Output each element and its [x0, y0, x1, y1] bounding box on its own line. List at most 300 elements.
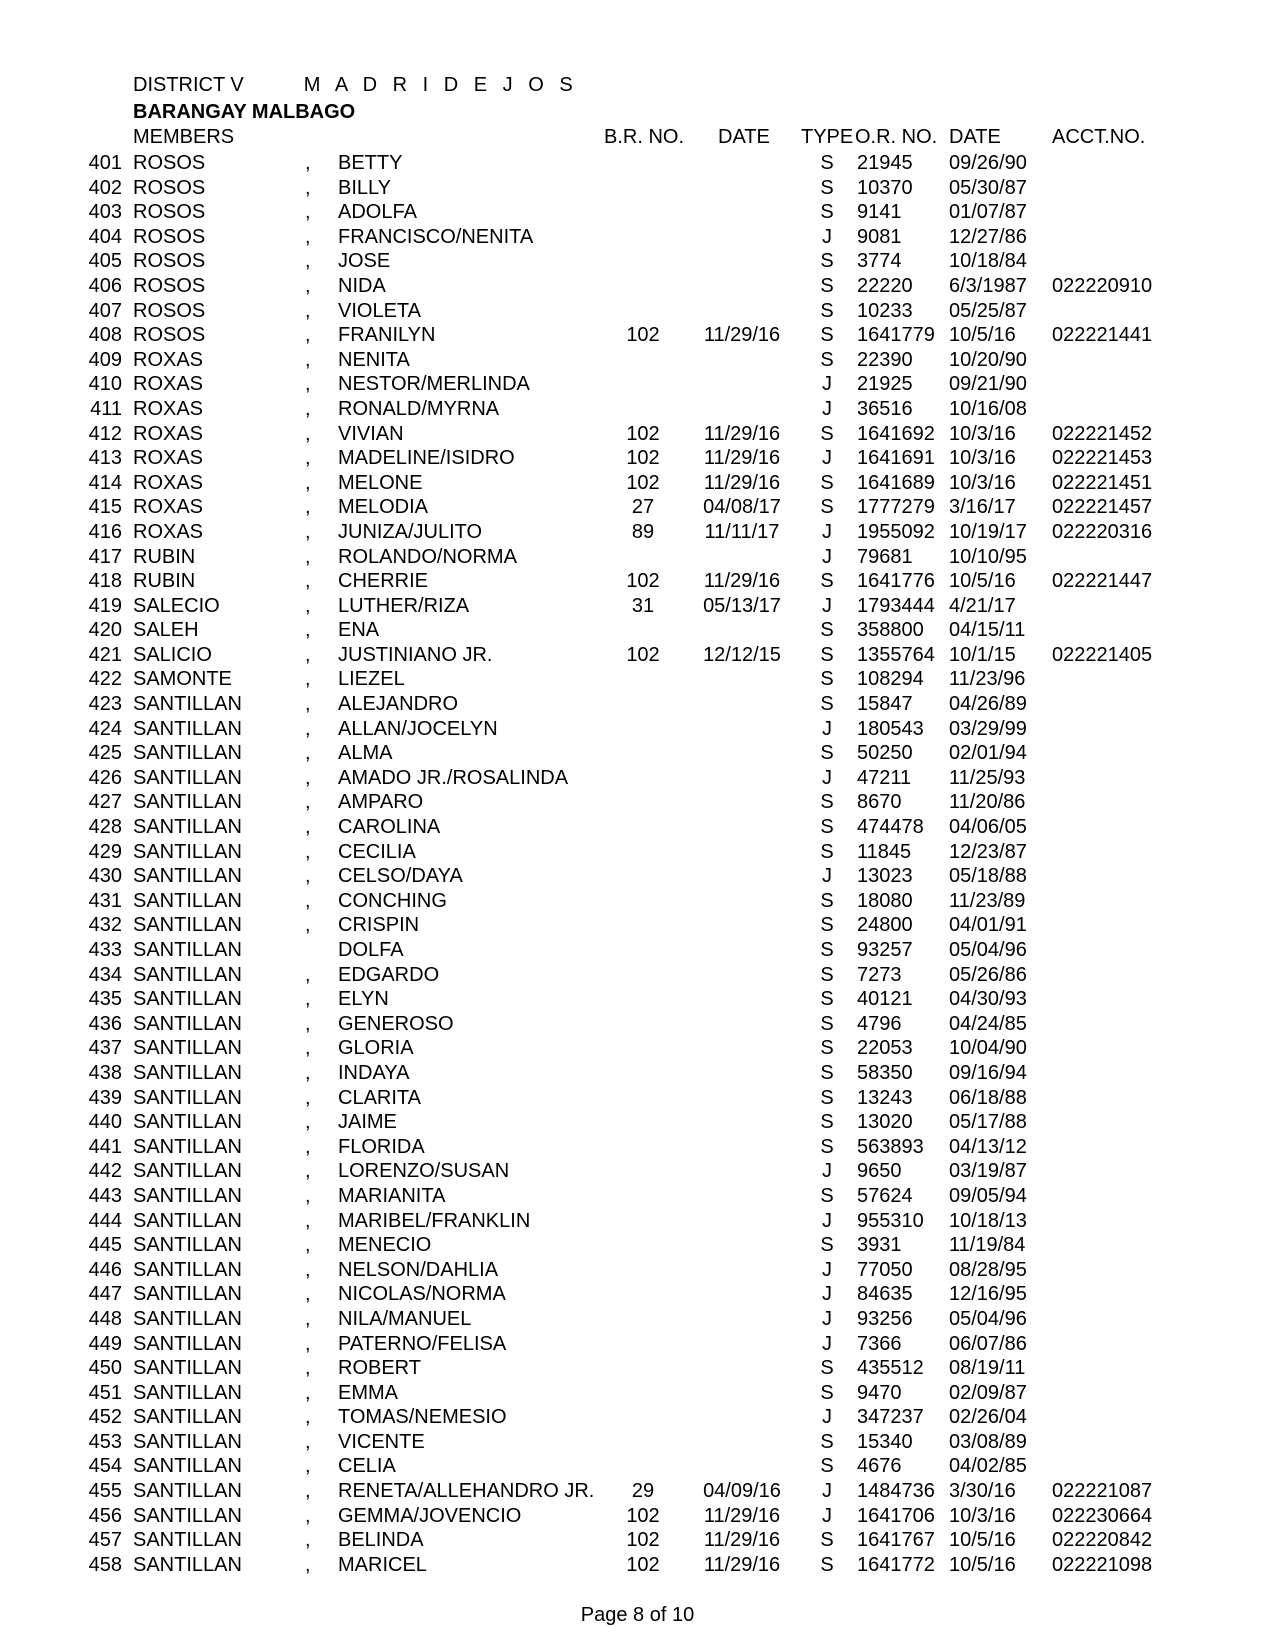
- or-date: 09/05/94: [949, 1184, 1027, 1207]
- member-first-name: ALEJANDRO: [338, 693, 459, 716]
- membership-type: S: [820, 939, 834, 961]
- or-date: 3/16/17: [949, 496, 1016, 519]
- or-date: 3/30/16: [949, 1480, 1016, 1503]
- or-number: 347237: [857, 1406, 924, 1429]
- member-first-name: MARIBEL/FRANKLIN: [338, 1209, 531, 1232]
- or-date: 02/09/87: [949, 1381, 1027, 1404]
- br-number: 27: [631, 496, 655, 519]
- member-number: 422: [88, 668, 122, 691]
- or-date: 04/24/85: [949, 1012, 1027, 1035]
- membership-type: S: [820, 988, 834, 1011]
- member-last-name: SANTILLAN: [133, 939, 242, 961]
- or-date: 10/10/95: [949, 545, 1027, 568]
- or-number: 1641692: [857, 422, 935, 445]
- name-separator: ,: [305, 914, 311, 937]
- table-row: [0, 372, 1275, 397]
- member-first-name: LIEZEL: [338, 668, 405, 691]
- name-separator: ,: [305, 668, 311, 691]
- name-separator: ,: [305, 520, 311, 543]
- membership-type: J: [822, 766, 832, 789]
- or-number: 77050: [857, 1258, 913, 1281]
- name-separator: ,: [305, 471, 311, 494]
- name-separator: ,: [305, 1455, 311, 1478]
- name-separator: ,: [305, 1430, 311, 1453]
- or-date: 12/16/95: [949, 1283, 1027, 1306]
- or-date: 10/3/16: [949, 447, 1016, 470]
- district-label: DISTRICT V: [133, 74, 244, 96]
- membership-type: J: [822, 1332, 832, 1355]
- col-members: MEMBERS: [133, 126, 235, 148]
- member-number: 427: [88, 791, 122, 814]
- member-number: 437: [88, 1037, 122, 1060]
- table-row: [0, 1012, 1275, 1037]
- member-first-name: ADOLFA: [338, 201, 417, 224]
- or-date: 10/04/90: [949, 1037, 1027, 1060]
- or-date: 06/07/86: [949, 1332, 1027, 1355]
- table-row: [0, 963, 1275, 988]
- member-number: 419: [88, 594, 122, 617]
- or-number: 1955092: [857, 520, 935, 543]
- name-separator: ,: [305, 816, 311, 839]
- member-number: 430: [88, 865, 122, 888]
- membership-type: S: [820, 1455, 834, 1478]
- column-header-row: [0, 126, 1275, 152]
- membership-type: S: [820, 816, 834, 839]
- table-row: [0, 1405, 1275, 1430]
- member-first-name: EDGARDO: [338, 963, 440, 986]
- member-first-name: ALLAN/JOCELYN: [338, 717, 498, 740]
- or-date: 10/5/16: [949, 1553, 1016, 1576]
- member-last-name: SALEH: [133, 619, 199, 642]
- col-type: TYPE: [801, 126, 854, 148]
- table-row: [0, 717, 1275, 742]
- br-date: 11/29/16: [703, 447, 781, 470]
- br-number: 102: [626, 447, 660, 470]
- or-date: 05/04/96: [949, 939, 1027, 961]
- member-last-name: SANTILLAN: [133, 1332, 242, 1355]
- table-row: [0, 471, 1275, 496]
- table-row: [0, 1528, 1275, 1553]
- table-row: [0, 225, 1275, 250]
- member-number: 412: [88, 422, 122, 445]
- member-number: 428: [88, 816, 122, 839]
- name-separator: ,: [305, 1357, 311, 1380]
- br-number: 89: [631, 520, 655, 543]
- member-last-name: SANTILLAN: [133, 1086, 242, 1109]
- table-row: [0, 422, 1275, 447]
- member-number: 410: [88, 373, 122, 396]
- or-number: 22220: [857, 274, 913, 297]
- member-last-name: SALECIO: [133, 594, 220, 617]
- or-date: 11/20/86: [949, 791, 1026, 814]
- col-or-date: DATE: [949, 126, 1001, 148]
- or-number: 15847: [857, 693, 913, 716]
- or-date: 12/23/87: [949, 840, 1027, 863]
- table-row: [0, 299, 1275, 324]
- or-number: 955310: [857, 1209, 924, 1232]
- membership-type: S: [820, 914, 834, 937]
- membership-type: J: [822, 1258, 832, 1281]
- membership-type: S: [820, 619, 834, 642]
- br-date: 12/12/15: [703, 643, 781, 666]
- member-last-name: SANTILLAN: [133, 1455, 242, 1478]
- membership-type: S: [820, 496, 834, 519]
- name-separator: ,: [305, 1209, 311, 1232]
- or-date: 10/3/16: [949, 471, 1016, 494]
- table-row: [0, 176, 1275, 201]
- membership-type: S: [820, 274, 834, 297]
- member-last-name: SANTILLAN: [133, 1480, 242, 1503]
- member-number: 423: [88, 693, 122, 716]
- table-row: [0, 1504, 1275, 1529]
- name-separator: ,: [305, 1504, 311, 1527]
- or-date: 08/28/95: [949, 1258, 1027, 1281]
- table-row: [0, 1061, 1275, 1086]
- member-last-name: ROSOS: [133, 201, 206, 224]
- member-first-name: RONALD/MYRNA: [338, 397, 500, 420]
- or-number: 3774: [857, 250, 902, 273]
- table-row: [0, 1479, 1275, 1504]
- br-date: 11/29/16: [703, 471, 781, 494]
- member-last-name: SANTILLAN: [133, 914, 242, 937]
- member-first-name: CRISPIN: [338, 914, 420, 937]
- br-date: 04/08/17: [703, 496, 781, 519]
- member-first-name: JUSTINIANO JR.: [338, 643, 493, 666]
- table-row: [0, 1356, 1275, 1381]
- account-number: 022221451: [1052, 471, 1153, 494]
- member-number: 431: [88, 889, 122, 912]
- member-last-name: SANTILLAN: [133, 1209, 242, 1232]
- table-row: [0, 1282, 1275, 1307]
- or-date: 11/25/93: [949, 766, 1026, 789]
- member-number: 409: [88, 348, 122, 371]
- or-number: 7273: [857, 963, 902, 986]
- or-date: 10/3/16: [949, 422, 1016, 445]
- membership-type: S: [820, 1234, 834, 1257]
- or-number: 8670: [857, 791, 902, 814]
- membership-type: S: [820, 299, 834, 322]
- member-first-name: NELSON/DAHLIA: [338, 1258, 499, 1281]
- membership-type: S: [820, 1553, 834, 1576]
- member-first-name: FRANILYN: [338, 324, 436, 347]
- name-separator: ,: [305, 693, 311, 716]
- or-number: 563893: [857, 1135, 924, 1158]
- account-number: 022220910: [1052, 274, 1153, 297]
- member-first-name: MELODIA: [338, 496, 429, 519]
- membership-type: S: [820, 668, 834, 691]
- member-last-name: SANTILLAN: [133, 1283, 242, 1306]
- or-number: 22053: [857, 1037, 913, 1060]
- or-number: 1793444: [857, 594, 935, 617]
- member-first-name: TOMAS/NEMESIO: [338, 1406, 507, 1429]
- or-date: 03/29/99: [949, 717, 1027, 740]
- table-row: [0, 987, 1275, 1012]
- or-date: 02/26/04: [949, 1406, 1027, 1429]
- membership-type: J: [822, 1283, 832, 1306]
- membership-type: S: [820, 324, 834, 347]
- member-last-name: ROSOS: [133, 225, 206, 248]
- member-number: 454: [88, 1455, 122, 1478]
- member-first-name: CECILIA: [338, 840, 416, 863]
- member-last-name: SANTILLAN: [133, 889, 242, 912]
- membership-type: S: [820, 1061, 834, 1084]
- member-list: [0, 151, 1275, 1577]
- member-number: 421: [88, 643, 122, 666]
- or-date: 10/5/16: [949, 1529, 1016, 1552]
- or-number: 1641767: [857, 1529, 935, 1552]
- or-number: 40121: [857, 988, 913, 1011]
- or-number: 4796: [857, 1012, 902, 1035]
- municipality-name: M A D R I D E J O S: [303, 74, 578, 96]
- member-last-name: ROSOS: [133, 274, 206, 297]
- member-last-name: SANTILLAN: [133, 1430, 242, 1453]
- name-separator: ,: [305, 1332, 311, 1355]
- col-br-no: B.R. NO.: [604, 126, 685, 148]
- name-separator: ,: [305, 1037, 311, 1060]
- or-date: 03/19/87: [949, 1160, 1027, 1183]
- member-number: 434: [88, 963, 122, 986]
- table-row: [0, 1430, 1275, 1455]
- name-separator: ,: [305, 1012, 311, 1035]
- member-first-name: AMPARO: [338, 791, 424, 814]
- name-separator: ,: [305, 791, 311, 814]
- table-row: [0, 1159, 1275, 1184]
- table-row: [0, 323, 1275, 348]
- member-number: 436: [88, 1012, 122, 1035]
- or-date: 10/20/90: [949, 348, 1027, 371]
- membership-type: S: [820, 1430, 834, 1453]
- member-first-name: EMMA: [338, 1381, 398, 1404]
- page-number: Page 8 of 10: [580, 1604, 695, 1626]
- member-last-name: SANTILLAN: [133, 1504, 242, 1527]
- membership-type: S: [820, 1086, 834, 1109]
- member-number: 406: [88, 274, 122, 297]
- or-date: 09/21/90: [949, 373, 1027, 396]
- name-separator: ,: [305, 373, 311, 396]
- name-separator: ,: [305, 1184, 311, 1207]
- member-first-name: NILA/MANUEL: [338, 1307, 472, 1330]
- member-last-name: SANTILLAN: [133, 1307, 242, 1330]
- table-row: [0, 938, 1275, 963]
- account-number: 022230664: [1052, 1504, 1153, 1527]
- br-date: 11/29/16: [703, 570, 781, 593]
- or-number: 79681: [857, 545, 913, 568]
- membership-type: S: [820, 348, 834, 371]
- br-date: 11/29/16: [703, 422, 781, 445]
- member-last-name: SANTILLAN: [133, 1258, 242, 1281]
- name-separator: ,: [305, 299, 311, 322]
- member-last-name: ROSOS: [133, 324, 206, 347]
- or-number: 7366: [857, 1332, 902, 1355]
- name-separator: ,: [305, 324, 311, 347]
- br-date: 11/29/16: [703, 324, 781, 347]
- or-date: 10/5/16: [949, 570, 1016, 593]
- member-first-name: BILLY: [338, 176, 391, 199]
- name-separator: ,: [305, 348, 311, 371]
- or-date: 04/06/05: [949, 816, 1027, 839]
- or-date: 05/30/87: [949, 176, 1027, 199]
- member-number: 426: [88, 766, 122, 789]
- name-separator: ,: [305, 422, 311, 445]
- or-date: 05/25/87: [949, 299, 1027, 322]
- account-number: 022221447: [1052, 570, 1153, 593]
- account-number: 022221452: [1052, 422, 1153, 445]
- member-last-name: ROXAS: [133, 471, 204, 494]
- or-number: 84635: [857, 1283, 913, 1306]
- name-separator: ,: [305, 250, 311, 273]
- or-number: 36516: [857, 397, 913, 420]
- member-number: 413: [88, 447, 122, 470]
- member-last-name: SANTILLAN: [133, 1406, 242, 1429]
- member-first-name: NICOLAS/NORMA: [338, 1283, 506, 1306]
- table-row: [0, 1233, 1275, 1258]
- or-date: 05/26/86: [949, 963, 1027, 986]
- table-row: [0, 446, 1275, 471]
- member-first-name: GLORIA: [338, 1037, 414, 1060]
- membership-type: S: [820, 176, 834, 199]
- member-number: 444: [88, 1209, 122, 1232]
- member-last-name: SANTILLAN: [133, 1357, 242, 1380]
- br-number: 102: [626, 324, 660, 347]
- name-separator: ,: [305, 1258, 311, 1281]
- name-separator: ,: [305, 1283, 311, 1306]
- table-row: [0, 1553, 1275, 1578]
- or-date: 04/30/93: [949, 988, 1027, 1011]
- member-last-name: ROXAS: [133, 520, 204, 543]
- member-first-name: CLARITA: [338, 1086, 421, 1109]
- member-last-name: SANTILLAN: [133, 1529, 242, 1552]
- member-first-name: CELSO/DAYA: [338, 865, 463, 888]
- membership-type: S: [820, 201, 834, 224]
- name-separator: ,: [305, 201, 311, 224]
- name-separator: ,: [305, 1307, 311, 1330]
- member-first-name: MARIANITA: [338, 1184, 446, 1207]
- name-separator: ,: [305, 963, 311, 986]
- member-first-name: INDAYA: [338, 1061, 410, 1084]
- member-last-name: SANTILLAN: [133, 1061, 242, 1084]
- or-number: 9650: [857, 1160, 902, 1183]
- table-row: [0, 545, 1275, 570]
- member-first-name: BETTY: [338, 152, 403, 174]
- name-separator: ,: [305, 766, 311, 789]
- table-row: [0, 200, 1275, 225]
- member-first-name: MELONE: [338, 471, 423, 494]
- member-number: 416: [88, 520, 122, 543]
- member-first-name: JAIME: [338, 1111, 397, 1134]
- member-first-name: CONCHING: [338, 889, 447, 912]
- member-number: 438: [88, 1061, 122, 1084]
- name-separator: ,: [305, 1086, 311, 1109]
- membership-type: S: [820, 422, 834, 445]
- member-first-name: MARICEL: [338, 1553, 427, 1576]
- member-first-name: LUTHER/RIZA: [338, 594, 470, 617]
- name-separator: ,: [305, 865, 311, 888]
- or-date: 04/15/11: [949, 619, 1026, 642]
- table-row: [0, 594, 1275, 619]
- member-number: 414: [88, 471, 122, 494]
- br-date: 11/29/16: [703, 1504, 781, 1527]
- col-date: DATE: [718, 126, 770, 148]
- or-number: 3931: [857, 1234, 902, 1257]
- membership-type: S: [820, 693, 834, 716]
- account-number: 022221441: [1052, 324, 1153, 347]
- member-last-name: SANTILLAN: [133, 1135, 242, 1158]
- member-number: 439: [88, 1086, 122, 1109]
- table-row: [0, 864, 1275, 889]
- or-date: 08/19/11: [949, 1357, 1026, 1380]
- or-date: 10/19/17: [949, 520, 1027, 543]
- table-row: [0, 520, 1275, 545]
- name-separator: ,: [305, 545, 311, 568]
- member-last-name: ROXAS: [133, 496, 204, 519]
- br-number: 102: [626, 570, 660, 593]
- membership-type: J: [822, 520, 832, 543]
- or-number: 58350: [857, 1061, 913, 1084]
- or-number: 21945: [857, 152, 913, 174]
- or-number: 9081: [857, 225, 902, 248]
- member-first-name: NIDA: [338, 274, 386, 297]
- name-separator: ,: [305, 619, 311, 642]
- membership-type: S: [820, 250, 834, 273]
- membership-type: J: [822, 397, 832, 420]
- table-row: [0, 1381, 1275, 1406]
- member-last-name: SANTILLAN: [133, 717, 242, 740]
- membership-type: J: [822, 447, 832, 470]
- membership-type: J: [822, 225, 832, 248]
- member-number: 424: [88, 717, 122, 740]
- name-separator: ,: [305, 176, 311, 199]
- table-row: [0, 913, 1275, 938]
- or-number: 10233: [857, 299, 913, 322]
- or-number: 22390: [857, 348, 913, 371]
- member-number: 411: [90, 397, 122, 420]
- br-number: 102: [626, 1504, 660, 1527]
- table-row: [0, 1209, 1275, 1234]
- membership-type: J: [822, 865, 832, 888]
- or-number: 13023: [857, 865, 913, 888]
- member-number: 451: [88, 1381, 122, 1404]
- name-separator: ,: [305, 594, 311, 617]
- br-number: 29: [631, 1480, 655, 1503]
- member-first-name: CELIA: [338, 1455, 396, 1478]
- member-number: 425: [88, 742, 122, 765]
- table-row: [0, 741, 1275, 766]
- member-last-name: ROSOS: [133, 299, 206, 322]
- table-row: [0, 692, 1275, 717]
- br-number: 102: [626, 1529, 660, 1552]
- membership-type: S: [820, 1357, 834, 1380]
- member-last-name: SANTILLAN: [133, 816, 242, 839]
- member-first-name: DOLFA: [338, 939, 404, 961]
- member-number: 440: [88, 1111, 122, 1134]
- or-number: 9141: [857, 201, 902, 224]
- or-date: 11/23/96: [949, 668, 1026, 691]
- member-last-name: SANTILLAN: [133, 840, 242, 863]
- member-number: 404: [88, 225, 122, 248]
- or-number: 435512: [857, 1357, 924, 1380]
- or-number: 93257: [857, 939, 913, 961]
- membership-type: J: [822, 1406, 832, 1429]
- or-number: 57624: [857, 1184, 913, 1207]
- br-date: 04/09/16: [703, 1480, 781, 1503]
- or-number: 15340: [857, 1430, 913, 1453]
- member-last-name: SANTILLAN: [133, 988, 242, 1011]
- membership-type: S: [820, 1529, 834, 1552]
- member-last-name: RUBIN: [133, 570, 196, 593]
- member-first-name: ELYN: [338, 988, 389, 1011]
- or-date: 04/01/91: [949, 914, 1027, 937]
- or-date: 09/16/94: [949, 1061, 1027, 1084]
